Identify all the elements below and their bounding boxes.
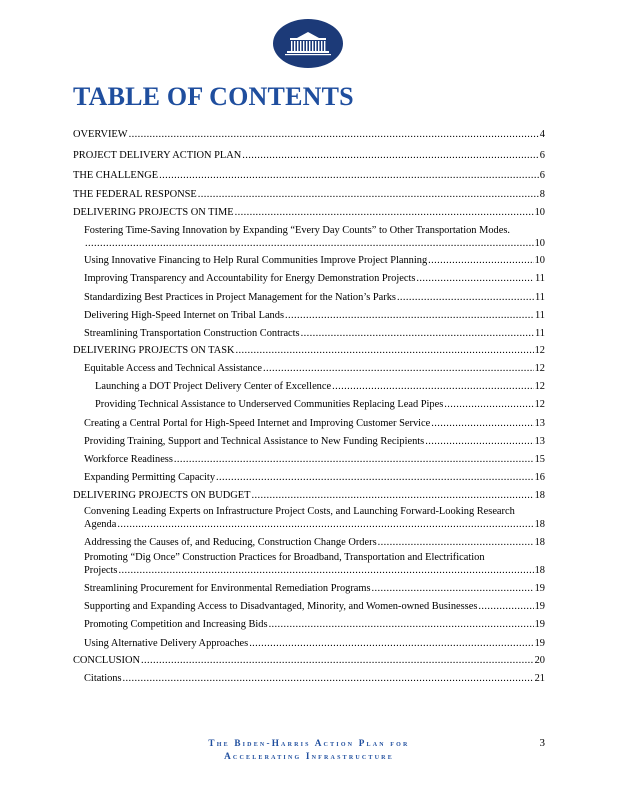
toc-entry-title: Delivering High-Speed Internet on Tribal Lands [84,310,284,321]
page-title: TABLE OF CONTENTS [73,82,354,111]
toc-entry[interactable] [95,380,545,393]
toc-entry-page: 11 [534,273,545,284]
toc-entry[interactable] [73,489,545,502]
toc-entry[interactable] [84,254,545,267]
toc-entry-title: Promoting “Dig Once” Construction Practices for Broadband, Transportation and Electrification [84,552,485,563]
toc-entry[interactable] [84,471,545,484]
leader-dots [249,637,533,650]
leader-dots [285,309,534,322]
leader-dots [252,489,534,502]
toc-entry-page: 10 [534,207,545,218]
toc-entry[interactable] [73,188,545,201]
leader-dots [85,237,534,250]
leader-dots [332,380,534,393]
leader-dots [416,272,534,285]
leader-dots [431,417,533,430]
toc-entry-page: 20 [534,655,545,666]
toc-entry-title: THE CHALLENGE [73,170,159,181]
leader-dots [216,471,534,484]
toc-entry-title: Streamlining Transportation Construction Contracts [84,328,300,339]
toc-entry-title: Improving Transparency and Accountability for Energy Demonstration Projects [84,273,416,284]
leader-dots [141,654,534,667]
toc-entry[interactable] [84,224,545,250]
leader-dots [198,188,539,201]
toc-entry[interactable] [84,291,545,304]
toc-entry[interactable] [84,600,545,613]
leader-dots [129,128,539,141]
toc-entry-page: 19 [534,583,545,594]
leader-dots [372,582,534,595]
toc-entry-page: 21 [534,673,545,684]
toc-entry-title: CONCLUSION [73,655,140,666]
toc-entry[interactable] [73,344,545,357]
toc-entry-page: 12 [534,345,545,356]
toc-entry-title: DELIVERING PROJECTS ON TIME [73,207,234,218]
toc-entry-title: Promoting Competition and Increasing Bids [84,619,268,630]
toc-entry[interactable] [84,672,545,685]
toc-entry-title: Creating a Central Portal for High-Speed Internet and Improving Customer Service [84,418,431,429]
toc-entry-page: 11 [534,310,545,321]
toc-entry-page: 18 [534,537,545,548]
toc-entry[interactable] [84,327,545,340]
toc-entry-page: 18 [534,565,545,576]
toc-entry[interactable] [73,128,545,141]
toc-entry-title-continued: Projects [84,565,118,576]
toc-entry[interactable] [84,309,545,322]
footer-title [73,737,545,763]
toc-entry-title: Citations [84,673,122,684]
leader-dots [444,398,533,411]
toc-entry-title: Using Alternative Delivery Approaches [84,638,249,649]
toc-entry-title: Providing Technical Assistance to Underserved Communities Replacing Lead Pipes [95,399,444,410]
toc-entry[interactable] [84,505,545,531]
toc-entry[interactable] [84,536,545,549]
toc-entry-page: 13 [534,436,545,447]
leader-dots [397,291,534,304]
toc-entry-page: 18 [534,490,545,501]
toc-entry-title: THE FEDERAL RESPONSE [73,189,197,200]
toc-entry[interactable] [73,654,545,667]
toc-entry[interactable] [84,272,545,285]
toc-entry[interactable] [73,206,545,219]
toc-entry-title: Streamlining Procurement for Environmental Remediation Programs [84,583,371,594]
toc-entry[interactable] [84,582,545,595]
toc-entry-title: Expanding Permitting Capacity [84,472,216,483]
toc-entry-page: 6 [539,170,545,181]
toc-entry-title: Launching a DOT Project Delivery Center of Excellence [95,381,332,392]
toc-entry-title: DELIVERING PROJECTS ON TASK [73,345,235,356]
toc-entry-page: 8 [539,189,545,200]
leader-dots [123,672,534,685]
leader-dots [235,344,533,357]
toc-entry-page: 6 [539,150,545,161]
footer-title-line1: The Biden-Harris Action Plan for [208,738,410,748]
white-house-seal-icon [273,19,343,68]
toc-entry-title: Convening Leading Experts on Infrastructure Project Costs, and Launching Forward-Looking Research [84,506,515,517]
toc-entry-page: 19 [534,601,545,612]
leader-dots [478,600,533,613]
toc-entry-title: PROJECT DELIVERY ACTION PLAN [73,150,242,161]
toc-entry-title: Using Innovative Financing to Help Rural Communities Improve Project Planning [84,255,428,266]
toc-entry-page: 16 [534,472,545,483]
leader-dots [174,453,534,466]
toc-entry[interactable] [73,149,545,162]
toc-entry[interactable] [73,169,545,182]
toc-entry-page: 15 [534,454,545,465]
leader-dots [269,618,534,631]
page-footer [73,737,545,767]
leader-dots [118,564,533,577]
leader-dots [425,435,533,448]
toc-entry-page: 18 [534,519,545,530]
toc-entry-page: 11 [534,292,545,303]
toc-entry-title: Equitable Access and Technical Assistance [84,363,262,374]
toc-entry-page: 12 [534,381,545,392]
toc-entry-page: 13 [534,418,545,429]
toc-entry[interactable] [84,362,545,375]
leader-dots [235,206,534,219]
toc-entry[interactable] [84,453,545,466]
toc-entry-page: 19 [534,619,545,630]
toc-entry[interactable] [95,398,545,411]
toc-entry-title: OVERVIEW [73,129,128,140]
toc-entry[interactable] [84,417,545,430]
toc-entry[interactable] [84,637,545,650]
toc-entry[interactable] [84,551,545,577]
toc-entry-page: 12 [534,399,545,410]
toc-entry-page: 19 [534,638,545,649]
toc-entry[interactable] [84,618,545,631]
leader-dots [428,254,533,267]
footer-title-line2: Accelerating Infrastructure [224,751,394,761]
toc-entry-title: Addressing the Causes of, and Reducing, Construction Change Orders [84,537,377,548]
toc-entry-title: DELIVERING PROJECTS ON BUDGET [73,490,251,501]
leader-dots [117,518,533,531]
toc-entry-title: Supporting and Expanding Access to Disadvantaged, Minority, and Women-owned Businesses [84,601,478,612]
toc-entry-page: 11 [534,328,545,339]
toc-entry-page: 10 [534,238,545,249]
leader-dots [378,536,534,549]
toc-entry-title: Providing Training, Support and Technical Assistance to New Funding Recipients [84,436,425,447]
toc-entry-title: Workforce Readiness [84,454,173,465]
toc-entry-title: Fostering Time-Saving Innovation by Expanding “Every Day Counts” to Other Transportation Modes. [84,225,510,236]
toc-entry-page: 12 [534,363,545,374]
toc-entry-title: Standardizing Best Practices in Project Management for the Nation’s Parks [84,292,396,303]
leader-dots [159,169,539,182]
toc-entry-title-continued: Agenda [84,519,117,530]
leader-dots [242,149,539,162]
leader-dots [263,362,534,375]
toc-entry-page: 10 [534,255,545,266]
leader-dots [301,327,534,340]
page-number: 3 [539,737,545,749]
toc-entry-page: 4 [539,129,545,140]
toc-entry[interactable] [84,435,545,448]
